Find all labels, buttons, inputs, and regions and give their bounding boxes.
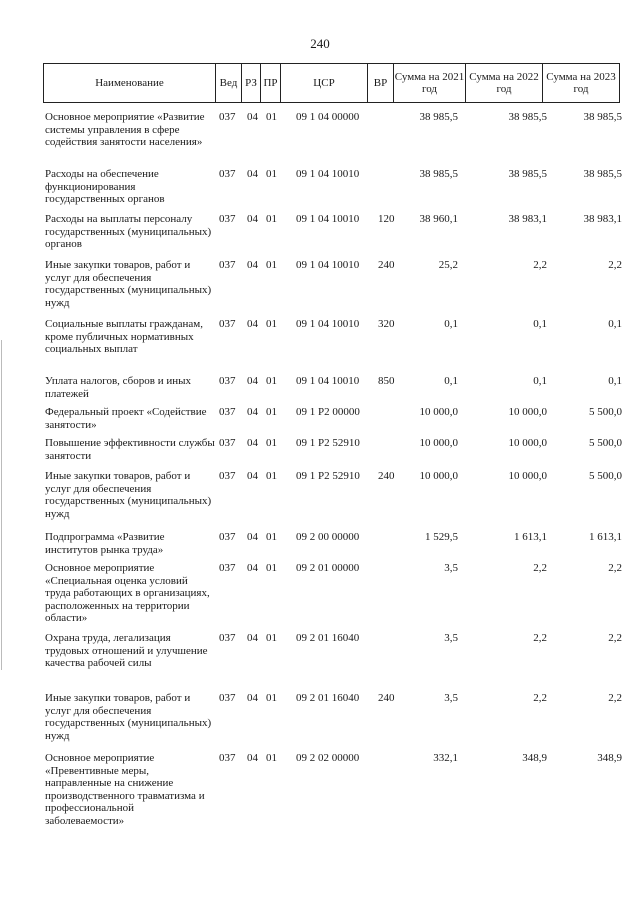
header-rz: РЗ — [242, 64, 261, 103]
row-pr: 01 — [266, 259, 277, 271]
row-name: Основное мероприятие «Развитие системы управления в сфере содействия занятости населения» — [45, 111, 205, 149]
row-sum-2023: 38 985,5 — [583, 111, 622, 123]
row-name: Расходы на выплаты персоналу государственных (муниципальных) органов — [45, 213, 212, 251]
row-name: Основное мероприятие «Превентивные меры, направленные на снижение производственного травматизма и профессиональной заболеваемости» — [45, 752, 205, 827]
row-vr: 850 — [378, 375, 395, 387]
row-csr: 09 2 01 16040 — [296, 632, 360, 644]
row-rz: 04 — [247, 318, 258, 330]
row-rz: 04 — [247, 406, 258, 418]
row-csr: 09 1 04 10010 — [296, 375, 360, 387]
row-sum-2021: 38 985,5 — [419, 168, 458, 180]
row-ved: 037 — [219, 168, 236, 180]
row-ved: 037 — [219, 531, 236, 543]
row-name: Федеральный проект «Содействие занятости» — [45, 406, 207, 431]
header-ved: Вед — [216, 64, 242, 103]
row-sum-2023: 0,1 — [608, 375, 622, 387]
row-pr: 01 — [266, 562, 277, 574]
row-csr: 09 2 01 16040 — [296, 692, 360, 704]
row-ved: 037 — [219, 632, 236, 644]
row-name: Основное мероприятие «Специальная оценка условий труда работающих в организациях, расположенных на территории области» — [45, 562, 210, 625]
row-ved: 037 — [219, 562, 236, 574]
row-ved: 037 — [219, 111, 236, 123]
row-name: Охрана труда, легализация трудовых отношений и улучшение качества рабочей силы — [45, 632, 208, 670]
scan-margin-line — [1, 340, 2, 670]
row-name: Иные закупки товаров, работ и услуг для обеспечения государственных (муниципальных) нужд — [45, 470, 212, 520]
row-ved: 037 — [219, 470, 236, 482]
row-ved: 037 — [219, 692, 236, 704]
row-sum-2023: 2,2 — [608, 692, 622, 704]
row-sum-2023: 348,9 — [597, 752, 622, 764]
row-pr: 01 — [266, 406, 277, 418]
row-rz: 04 — [247, 213, 258, 225]
row-sum-2021: 332,1 — [433, 752, 458, 764]
table-header — [43, 63, 620, 103]
row-csr: 09 1 04 10010 — [296, 213, 360, 225]
row-ved: 037 — [219, 375, 236, 387]
row-ved: 037 — [219, 259, 236, 271]
row-csr: 09 1 P2 52910 — [296, 470, 360, 482]
row-ved: 037 — [219, 406, 236, 418]
row-sum-2022: 0,1 — [533, 318, 547, 330]
header-pr: ПР — [261, 64, 281, 103]
row-sum-2023: 2,2 — [608, 562, 622, 574]
row-sum-2021: 10 000,0 — [419, 406, 458, 418]
row-csr: 09 1 04 10010 — [296, 259, 360, 271]
row-sum-2022: 10 000,0 — [508, 406, 547, 418]
row-pr: 01 — [266, 168, 277, 180]
row-name: Иные закупки товаров, работ и услуг для обеспечения государственных (муниципальных) нужд — [45, 259, 212, 309]
row-rz: 04 — [247, 437, 258, 449]
row-sum-2021: 25,2 — [438, 259, 458, 271]
row-ved: 037 — [219, 213, 236, 225]
row-csr: 09 2 02 00000 — [296, 752, 360, 764]
row-ved: 037 — [219, 752, 236, 764]
row-csr: 09 1 P2 52910 — [296, 437, 360, 449]
header-csr: ЦСР — [281, 64, 368, 103]
row-csr: 09 2 01 00000 — [296, 562, 360, 574]
row-rz: 04 — [247, 470, 258, 482]
row-sum-2022: 2,2 — [533, 259, 547, 271]
row-pr: 01 — [266, 531, 277, 543]
row-rz: 04 — [247, 259, 258, 271]
row-sum-2022: 0,1 — [533, 375, 547, 387]
row-sum-2023: 38 985,5 — [583, 168, 622, 180]
row-pr: 01 — [266, 470, 277, 482]
row-sum-2022: 38 985,5 — [508, 111, 547, 123]
row-vr: 120 — [378, 213, 395, 225]
row-rz: 04 — [247, 375, 258, 387]
row-name: Социальные выплаты гражданам, кроме публичных нормативных социальных выплат — [45, 318, 203, 356]
row-sum-2023: 2,2 — [608, 632, 622, 644]
row-sum-2021: 3,5 — [444, 692, 458, 704]
row-vr: 240 — [378, 470, 395, 482]
row-sum-2022: 1 613,1 — [514, 531, 547, 543]
row-sum-2023: 5 500,0 — [589, 470, 622, 482]
row-vr: 240 — [378, 259, 395, 271]
page-number: 240 — [310, 36, 330, 51]
row-rz: 04 — [247, 632, 258, 644]
row-sum-2021: 10 000,0 — [419, 437, 458, 449]
row-pr: 01 — [266, 692, 277, 704]
row-pr: 01 — [266, 752, 277, 764]
header-vr: ВР — [368, 64, 394, 103]
header-name: Наименование — [44, 64, 216, 103]
row-sum-2022: 348,9 — [522, 752, 547, 764]
row-ved: 037 — [219, 437, 236, 449]
row-csr: 09 1 04 00000 — [296, 111, 360, 123]
row-sum-2022: 2,2 — [533, 562, 547, 574]
row-pr: 01 — [266, 111, 277, 123]
row-sum-2022: 10 000,0 — [508, 470, 547, 482]
row-name: Иные закупки товаров, работ и услуг для обеспечения государственных (муниципальных) нужд — [45, 692, 212, 742]
row-pr: 01 — [266, 632, 277, 644]
header-sum-2023: Сумма на 2023 год — [543, 64, 620, 103]
row-rz: 04 — [247, 168, 258, 180]
row-sum-2023: 38 983,1 — [583, 213, 622, 225]
row-vr: 320 — [378, 318, 395, 330]
row-rz: 04 — [247, 531, 258, 543]
row-sum-2023: 2,2 — [608, 259, 622, 271]
row-sum-2023: 5 500,0 — [589, 406, 622, 418]
row-sum-2021: 3,5 — [444, 632, 458, 644]
row-sum-2021: 0,1 — [444, 318, 458, 330]
row-name: Повышение эффективности службы занятости — [45, 437, 215, 462]
row-sum-2022: 10 000,0 — [508, 437, 547, 449]
row-csr: 09 1 04 10010 — [296, 318, 360, 330]
row-sum-2021: 38 960,1 — [419, 213, 458, 225]
row-sum-2021: 38 985,5 — [419, 111, 458, 123]
row-csr: 09 2 00 00000 — [296, 531, 360, 543]
row-csr: 09 1 P2 00000 — [296, 406, 360, 418]
row-name: Подпрограмма «Развитие институтов рынка труда» — [45, 531, 165, 556]
row-rz: 04 — [247, 562, 258, 574]
row-sum-2023: 5 500,0 — [589, 437, 622, 449]
header-sum-2022: Сумма на 2022 год — [466, 64, 543, 103]
row-rz: 04 — [247, 111, 258, 123]
row-csr: 09 1 04 10010 — [296, 168, 360, 180]
row-sum-2022: 2,2 — [533, 692, 547, 704]
row-vr: 240 — [378, 692, 395, 704]
row-ved: 037 — [219, 318, 236, 330]
row-sum-2022: 38 985,5 — [508, 168, 547, 180]
row-sum-2023: 1 613,1 — [589, 531, 622, 543]
row-sum-2021: 10 000,0 — [419, 470, 458, 482]
row-sum-2021: 1 529,5 — [425, 531, 458, 543]
row-name: Уплата налогов, сборов и иных платежей — [45, 375, 192, 400]
row-sum-2021: 3,5 — [444, 562, 458, 574]
row-rz: 04 — [247, 692, 258, 704]
row-sum-2022: 2,2 — [533, 632, 547, 644]
row-pr: 01 — [266, 213, 277, 225]
row-sum-2023: 0,1 — [608, 318, 622, 330]
row-pr: 01 — [266, 375, 277, 387]
header-sum-2021: Сумма на 2021 год — [394, 64, 466, 103]
row-pr: 01 — [266, 318, 277, 330]
row-name: Расходы на обеспечение функционирования государственных органов — [45, 168, 165, 206]
row-pr: 01 — [266, 437, 277, 449]
row-rz: 04 — [247, 752, 258, 764]
row-sum-2022: 38 983,1 — [508, 213, 547, 225]
row-sum-2021: 0,1 — [444, 375, 458, 387]
